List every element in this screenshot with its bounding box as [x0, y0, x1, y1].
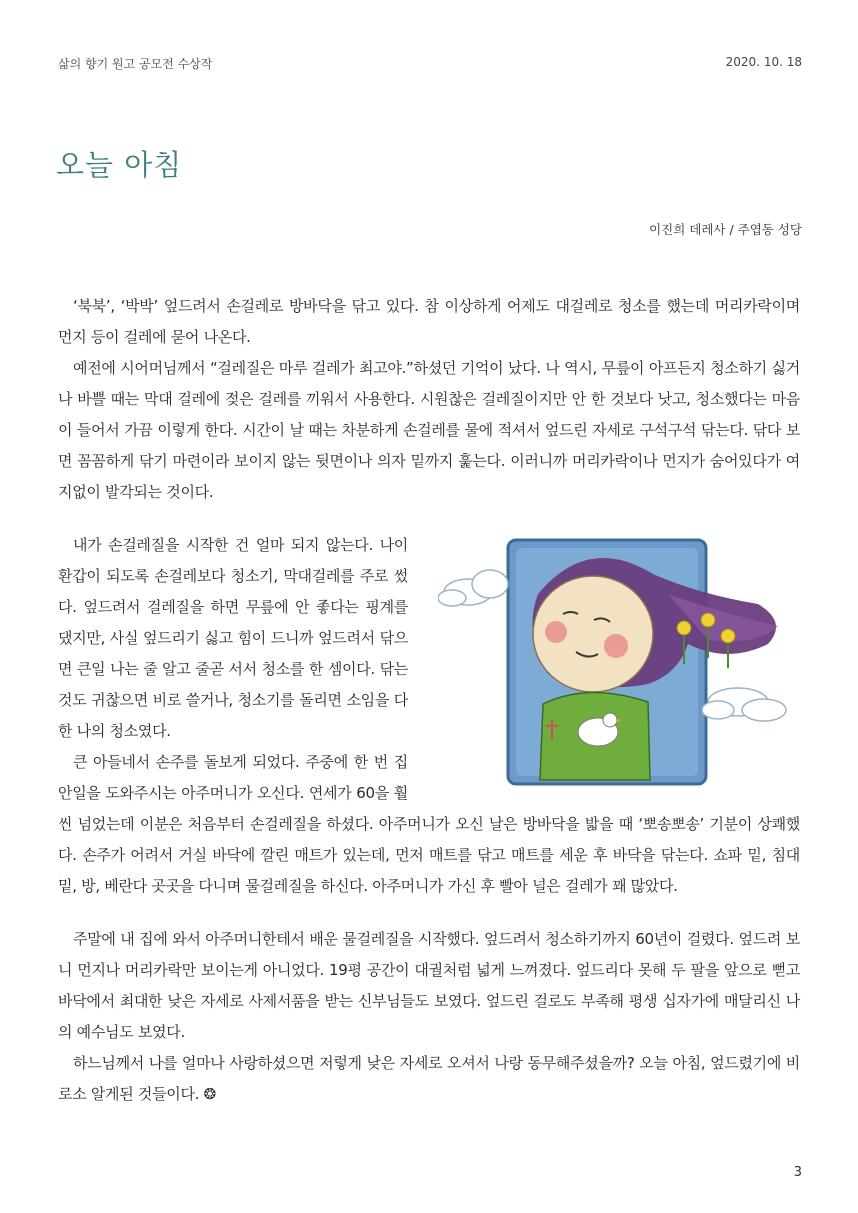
- end-mark-icon: ❂: [203, 1085, 216, 1103]
- paragraph-6: [58, 1048, 800, 1110]
- paragraph-5: 주말에 내 집에 와서 아주머니한테서 배운 물걸레질을 시작했다. 엎드려서 청소하기까지 60년이 걸렸다. 엎드려 보니 먼지나 머리카락만 보이는게 아니었다. 19평 공간이 대궐처럼 넓게 느껴졌다. 엎드리다 못해 두 팔을 앞으로 뻗고 바닥에서 최대한 낮은 자세로 사제서품을 받는 신부님들도 보였다. 엎드린 걸로도 부족해 평생 십자가에 매달리신 나의 예수님도 보였다.: [58, 930, 800, 1041]
- paragraph-1: ‘북북’, ‘박박’ 엎드려서 손걸레로 방바닥을 닦고 있다. 참 이상하게 어제도 대걸레로 청소를 했는데 머리카락이며 먼지 등이 걸레에 묻어 나온다.: [58, 297, 800, 346]
- paragraph-3: 내가 손걸레질을 시작한 건 얼마 되지 않는다. 나이 환갑이 되도록 손걸레보다 청소기, 막대걸레를 주로 썼다. 엎드려서 걸레질을 하면 무릎에 안 좋다는 핑계를 댔지만, 사실 엎드리기 싫고 힘이 드니까 엎드려서 닦으면 큰일 나는 줄 알고 줄곧 서서 청소를 한 셈이다. 닦는 것도 귀찮으면 비로 쓸거나, 청소기를 돌리면 소임을 다한 나의 청소였다.: [58, 536, 408, 740]
- praying-girl-illustration: [438, 534, 800, 792]
- issue-date: 2020. 10. 18: [725, 55, 802, 69]
- article-body: [58, 291, 800, 1110]
- paragraph-4: 큰 아들네서 손주를 돌보게 되었다. 주중에 한 번 집안일을 도와주시는 아주머니가 오신다. 연세가 60을 훨씬 넘었는데 이분은 처음부터 손걸레질을 하셨다. 아주머니가 오신 날은 방바닥을 밟을 때 ‘뽀송뽀송’ 기분이 상쾌했다. 손주가 어려서 거실 바닥에 깔린 매트가 있는데, 먼저 매트를 닦고 매트를 세운 후 바닥을 닦는다. 쇼파 밑, 침대 밑, 방, 베란다 곳곳을 다니며 물걸레질을 하신다. 아주머니가 가신 후 빨아 널은 걸레가 꽤 많았다.: [58, 753, 800, 895]
- page-number: 3: [793, 1165, 802, 1180]
- paragraph-6-text: 하느님께서 나를 얼마나 사랑하셨으면 저렇게 낮은 자세로 오셔서 나랑 동무해주셨을까? 오늘 아침, 엎드렸기에 비로소 알게된 것들이다.: [58, 1054, 800, 1103]
- article-author: 이진희 데레사 / 주엽동 성당: [649, 222, 802, 237]
- section-label: 삶의 향기 원고 공모전 수상작: [58, 57, 213, 71]
- article-title: 오늘 아침: [56, 148, 183, 182]
- paragraph-2: 예전에 시어머님께서 “걸레질은 마루 걸레가 최고야.”하셨던 기억이 났다. 나 역시, 무릎이 아프든지 청소하기 싫거나 바쁠 때는 막대 걸레에 젖은 걸레를 끼워서 사용한다. 시원찮은 걸레질이지만 안 한 것보다 낫고, 청소했다는 마음이 들어서 가끔 이렇게 한다. 시간이 날 때는 차분하게 손걸레를 물에 적셔서 엎드린 자세로 구석구석 닦는다. 닦다 보면 꼼꼼하게 닦기 마련이라 보이지 않는 뒷면이나 의자 밑까지 훑는다. 이러니까 머리카락이나 먼지가 숨어있다가 여지없이 발각되는 것이다.: [58, 359, 800, 501]
